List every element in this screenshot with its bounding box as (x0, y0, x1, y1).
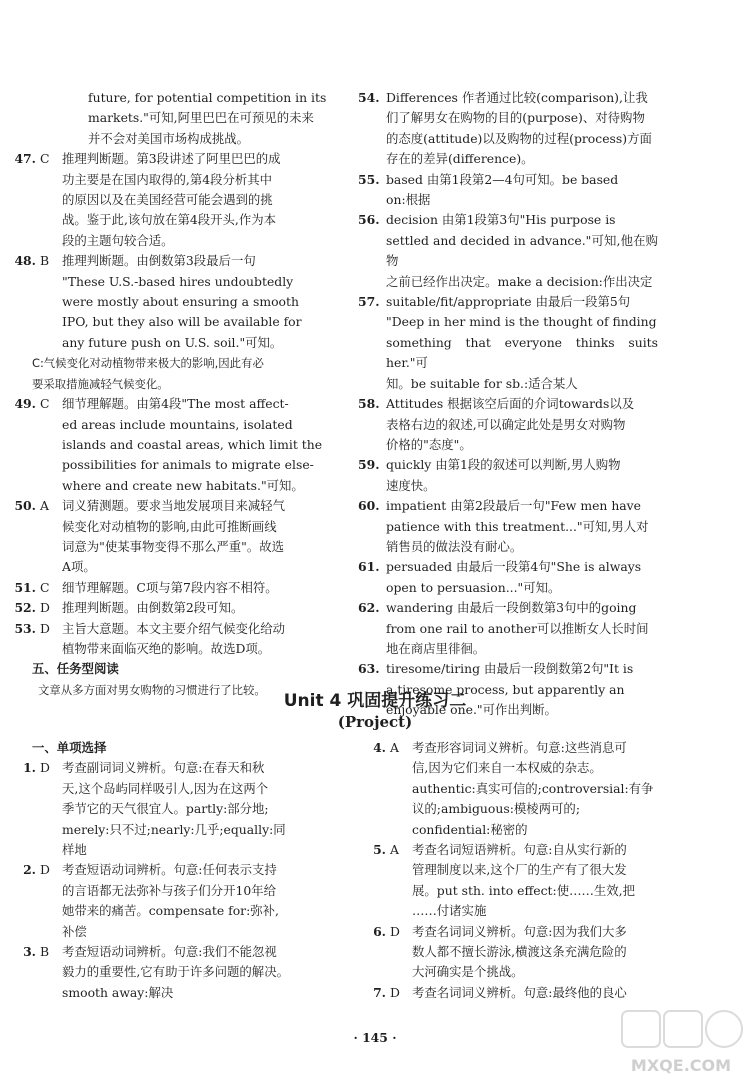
answer-letter: D (40, 760, 50, 776)
item-number: 47. (14, 151, 36, 167)
explanation-line: 展。put sth. into effect:使……生效,把 (412, 882, 635, 898)
page-number: · 145 · (353, 1030, 397, 1045)
explanation-line: decision 由第1段第3句"His purpose is (386, 212, 616, 228)
explanation-line: confidential:秘密的 (412, 821, 528, 837)
item-number: 59. (358, 457, 380, 473)
answer-item (358, 922, 658, 983)
answer-letter: C (40, 579, 50, 595)
explanation-line: 速度快。 (386, 477, 436, 493)
explanation-line: islands and coastal areas, which limit the (62, 436, 323, 452)
explanation-line: 战。鉴于此,该句放在第4段开头,作为本 (62, 212, 277, 228)
answer-letter: B (40, 944, 50, 960)
explanation (412, 983, 658, 1003)
explanation (386, 455, 658, 496)
explanation (62, 251, 330, 353)
explanation-line: 之前已经作出决定。make a decision:作出决定 (386, 273, 653, 289)
item-number: 2. (23, 862, 36, 878)
watermark-logo (616, 1005, 746, 1079)
explanation-line: from one rail to another可以推断女人长时间 (386, 620, 649, 636)
answer-item (358, 598, 658, 659)
explanation-line: quickly 由第1段的叙述可以判断,男人购物 (386, 457, 621, 473)
explanation-line: ……付诸实施 (412, 903, 487, 919)
answer-item (358, 210, 658, 292)
explanation-line: 功主要是在国内取得的,第4段分析其中 (62, 171, 273, 187)
explanation-line: suitable/fit/appropriate 由最后一段第5句 (386, 294, 631, 310)
explanation-line: 考查副词词义辨析。句意:在春天和秋 (62, 760, 265, 776)
explanation-line: 考查形容词词义辨析。句意:这些消息可 (412, 740, 627, 755)
explanation-line: 推理判断题。第3段讲述了阿里巴巴的成 (62, 151, 281, 167)
explanation-line: smooth away:解决 (62, 984, 174, 1000)
section-title (0, 690, 750, 732)
item-number: 63. (358, 661, 380, 677)
explanation-line: 考查名词短语辨析。句意:自从实行新的 (412, 842, 627, 858)
explanation-line: 表格右边的叙述,可以确定此处是男女对购物 (386, 416, 626, 432)
explanation-line: Differences 作者通过比较(comparison),让我 (386, 90, 648, 105)
answer-item (8, 578, 330, 598)
passage-note: 要采取措施减轻气候变化。 (32, 376, 169, 391)
answer-item (358, 557, 658, 598)
explanation-line: Attitudes 根据该空后面的介词towards以及 (386, 396, 635, 412)
answer-letter: D (390, 984, 400, 1000)
answer-item (358, 983, 658, 1003)
explanation-line: 主旨大意题。本文主要介绍气候变化给动 (62, 620, 286, 636)
answer-item (8, 251, 330, 353)
explanation (386, 394, 658, 455)
explanation-line: 她带来的痛苦。compensate for:弥补, (62, 903, 279, 919)
section-heading: 五、任务型阅读 (32, 661, 119, 677)
explanation-line: enjoyable one."可作出判断。 (386, 702, 557, 718)
explanation-line: merely:只不过;nearly:几乎;equally:同 (62, 821, 286, 837)
passage-note: C:气候变化对动植物带来极大的影响,因此有必 (32, 356, 264, 371)
explanation-line: 大河确实是个挑战。 (412, 964, 524, 980)
item-number: 1. (23, 760, 36, 776)
explanation-line: open to persuasion..."可知。 (386, 579, 561, 595)
answer-item (358, 455, 658, 496)
explanation-line: 考查名词词义辨析。句意:最终他的良心 (412, 984, 627, 1000)
explanation-line: 的原因以及在美国经营可能会遇到的挑 (62, 192, 273, 208)
answer-item (358, 170, 658, 211)
explanation-line: on:根据 (386, 192, 431, 208)
answer-item (358, 88, 658, 170)
explanation-line: 数人都不擅长游泳,横渡这条充满危险的 (412, 944, 627, 960)
item-number: 54. (358, 90, 380, 105)
explanation-line: A项。 (62, 559, 96, 575)
answer-letter: A (390, 740, 399, 755)
explanation (62, 619, 330, 660)
answer-item (358, 738, 658, 840)
explanation (62, 598, 330, 618)
item-number: 61. (358, 559, 380, 575)
explanation-line: 们了解男女在购物的目的(purpose)、对待购物 (386, 110, 645, 126)
explanation-line: persuaded 由最后一段第4句"She is always (386, 559, 642, 575)
explanation (386, 496, 658, 557)
answer-item (8, 496, 330, 578)
item-number: 57. (358, 294, 380, 310)
explanation (386, 88, 658, 170)
item-number: 6. (373, 923, 386, 939)
explanation-line: any future push on U.S. soil."可知。 (62, 334, 283, 350)
explanation-line: 植物带来面临灭绝的影响。故选D项。 (62, 640, 271, 656)
explanation (62, 942, 330, 1003)
answer-item (8, 619, 330, 660)
explanation (62, 578, 330, 598)
explanation-line: 词意为"使某事物变得不那么严重"。故选 (62, 538, 285, 554)
continued-line: 并不会对美国市场构成挑战。 (88, 130, 250, 146)
explanation-line: 价格的"态度"。 (386, 436, 472, 452)
explanation-line: 毅力的重要性,它有助于许多问题的解决。 (62, 964, 289, 980)
item-number: 7. (373, 984, 386, 1000)
explanation-line: 知。be suitable for sb.:适合某人 (386, 375, 578, 391)
explanation (62, 496, 330, 578)
answer-item (8, 598, 330, 618)
explanation-line: 补偿 (62, 923, 87, 939)
watermark-url: MXQE.COM (630, 1056, 732, 1075)
answer-letter: C (40, 396, 50, 412)
title-line-2: (Project) (337, 713, 413, 731)
answer-item (8, 942, 330, 1003)
answer-letter: A (390, 842, 399, 858)
explanation-line: were mostly about ensuring a smooth (62, 294, 299, 310)
answer-letter: D (390, 923, 400, 939)
explanation-line: 的言语都无法弥补与孩子们分开10年给 (62, 882, 277, 898)
explanation-line: 销售员的做法没有耐心。 (386, 538, 523, 554)
explanation-line: 词义猜测题。要求当地发展项目来减轻气 (62, 498, 286, 514)
explanation-line: 季节它的天气很宜人。partly:部分地; (62, 801, 269, 817)
explanation (386, 210, 658, 292)
item-number: 62. (358, 600, 380, 616)
explanation-line: 的态度(attitude)以及购物的过程(process)方面 (386, 130, 652, 146)
answer-item (358, 840, 658, 922)
explanation-line: 考查名词词义辨析。句意:因为我们大多 (412, 923, 627, 939)
explanation-line: impatient 由第2段最后一句"Few men have (386, 498, 642, 514)
item-number: 3. (23, 944, 36, 960)
answer-letter: B (40, 253, 50, 269)
explanation (62, 149, 330, 251)
explanation (386, 598, 658, 659)
explanation-line: 推理判断题。由倒数第3段最后一句 (62, 253, 256, 269)
explanation-line: where and create new habitats."可知。 (62, 477, 304, 493)
answer-letter: D (40, 600, 50, 616)
explanation-line: wandering 由最后一段倒数第3句中的going (386, 600, 637, 616)
explanation-line: tiresome/tiring 由最后一段倒数第2句"It is (386, 661, 634, 677)
item-number: 48. (14, 253, 36, 269)
answer-letter: D (40, 862, 50, 878)
explanation-line: 候变化对动植物的影响,由此可推断画线 (62, 518, 277, 534)
item-number: 60. (358, 498, 380, 514)
explanation (412, 840, 658, 922)
answer-item (8, 149, 330, 251)
continued-line: future, for potential competition in its (88, 90, 327, 105)
item-number: 51. (14, 579, 36, 595)
item-number: 50. (14, 498, 36, 514)
explanation-line: "These U.S.-based hires undoubtedly (62, 273, 294, 289)
answer-item (8, 860, 330, 942)
section-heading: 一、单项选择 (32, 740, 107, 755)
item-number: 53. (14, 620, 36, 636)
explanation-line: 段的主题句较合适。 (62, 232, 174, 248)
answer-letter: D (40, 620, 50, 636)
answer-item (358, 292, 658, 394)
explanation (386, 557, 658, 598)
explanation-line: 天,这个岛屿同样吸引人,因为在这两个 (62, 780, 269, 796)
right-column (358, 88, 658, 721)
explanation (62, 758, 330, 860)
explanation-line: 推理判断题。由倒数第2段可知。 (62, 600, 244, 616)
answer-item (358, 496, 658, 557)
bottom-left-column (8, 738, 330, 1003)
explanation-line: 管理制度以来,这个厂的生产有了很大发 (412, 862, 627, 878)
explanation (412, 738, 658, 840)
answer-letter: C (40, 151, 50, 167)
explanation-line: ed areas include mountains, isolated (62, 416, 293, 432)
continued-line: markets."可知,阿里巴巴在可预见的未来 (88, 110, 314, 126)
explanation-line: possibilities for animals to migrate else- (62, 457, 314, 473)
item-number: 4. (373, 740, 386, 755)
answer-item (8, 758, 330, 860)
explanation-line: IPO, but they also will be available for (62, 314, 302, 330)
explanation-line: 样地 (62, 842, 87, 858)
left-column (8, 88, 330, 700)
item-number: 5. (373, 842, 386, 858)
explanation-line: authentic:真实可信的;controversial:有争 (412, 780, 654, 796)
explanation (62, 394, 330, 496)
explanation-line: "Deep in her mind is the thought of finding (386, 314, 657, 330)
item-number: 52. (14, 600, 36, 616)
explanation-line: 信,因为它们来自一本权威的杂志。 (412, 760, 602, 776)
explanation-line: 议的;ambiguous:模棱两可的; (412, 801, 580, 817)
explanation-line: 考查短语动词辨析。句意:我们不能忽视 (62, 944, 277, 960)
item-number: 58. (358, 396, 380, 412)
answer-letter: A (40, 498, 49, 514)
item-number: 49. (14, 396, 36, 412)
answer-item (358, 394, 658, 455)
passage-summary: 文章从多方面对男女购物的习惯进行了比较。 (38, 682, 266, 697)
explanation (62, 860, 330, 942)
explanation-line: a tiresome process, but apparently an (386, 681, 625, 697)
explanation-line: patience with this treatment..."可知,男人对 (386, 518, 649, 534)
explanation-line: something that everyone thinks suits her."可 (386, 334, 658, 371)
title-line-1: Unit 4 巩固提升练习二 (283, 691, 467, 711)
explanation-line: 考查短语动词辨析。句意:任何表示支持 (62, 862, 277, 878)
explanation-line: 存在的差异(difference)。 (386, 151, 534, 167)
answer-item (8, 394, 330, 496)
explanation-line: 细节理解题。C项与第7段内容不相符。 (62, 579, 278, 595)
item-number: 56. (358, 212, 380, 228)
bottom-right-column (358, 738, 658, 1003)
explanation (386, 170, 658, 211)
explanation (412, 922, 658, 983)
explanation-line: settled and decided in advance."可知,他在购物 (386, 232, 658, 269)
explanation-line: 细节理解题。由第4段"The most affect- (62, 396, 289, 412)
explanation (386, 292, 658, 394)
item-number: 55. (358, 171, 380, 187)
explanation-line: based 由第1段第2—4句可知。be based (386, 171, 619, 187)
explanation-line: 地在商店里徘徊。 (386, 640, 486, 656)
